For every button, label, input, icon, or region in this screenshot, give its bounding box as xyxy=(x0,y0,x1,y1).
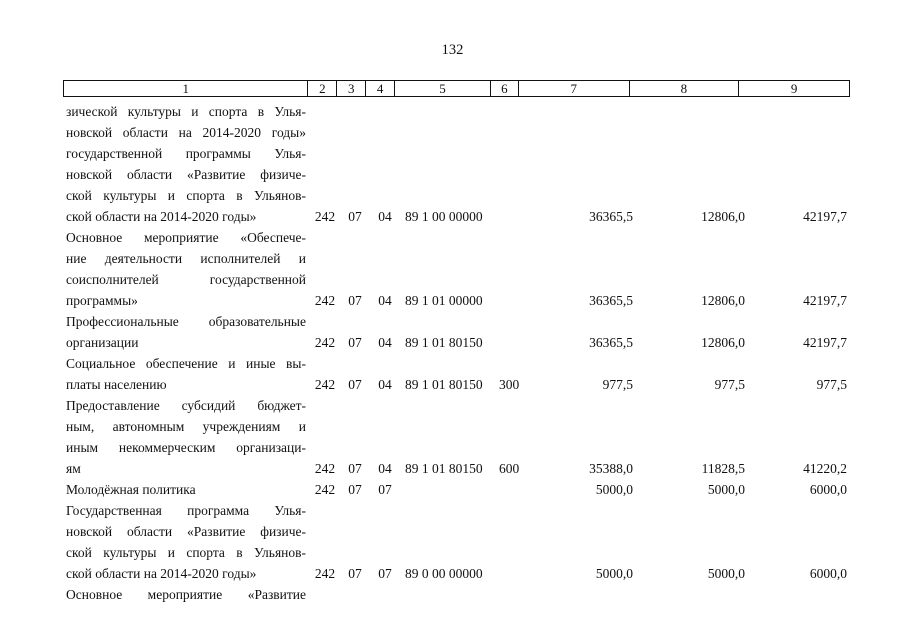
description-line: программы» xyxy=(66,293,138,308)
cell-col-4: 04 xyxy=(378,209,392,224)
description-line: ской области на 2014-2020 годы» xyxy=(66,209,257,224)
cell-col-5: 89 1 01 80150 xyxy=(405,461,483,476)
cell-col-7: 36365,5 xyxy=(589,335,633,350)
cell-col-7: 36365,5 xyxy=(589,209,633,224)
cell-col-3: 07 xyxy=(348,461,362,476)
description-line: Предоставление субсидий бюджет- xyxy=(66,398,306,413)
cell-col-4: 04 xyxy=(378,377,392,392)
cell-col-3: 07 xyxy=(348,377,362,392)
row-description xyxy=(66,395,306,479)
cell-col-4: 04 xyxy=(378,293,392,308)
cell-col-2: 242 xyxy=(314,209,336,224)
table-row xyxy=(0,479,905,500)
description-line: Основное мероприятие «Развитие xyxy=(66,587,306,602)
cell-col-2: 242 xyxy=(314,566,336,581)
cell-col-6: 600 xyxy=(499,461,520,476)
cell-col-6: 300 xyxy=(499,377,520,392)
table-header xyxy=(63,80,850,97)
cell-col-8: 12806,0 xyxy=(701,293,745,308)
table-row xyxy=(0,395,905,479)
header-col-4: 4 xyxy=(365,81,394,96)
cell-col-7: 36365,5 xyxy=(589,293,633,308)
description-line: зической культуры и спорта в Улья- xyxy=(66,104,306,119)
description-line: ской культуры и спорта в Ульянов- xyxy=(66,188,306,203)
cell-col-9: 42197,7 xyxy=(803,293,847,308)
description-line: ным, автономным учреждениям и xyxy=(66,419,306,434)
header-col-7: 7 xyxy=(518,81,629,96)
description-line: ской культуры и спорта в Ульянов- xyxy=(66,545,306,560)
description-line: платы населению xyxy=(66,377,167,392)
header-col-1: 1 xyxy=(182,81,189,96)
row-description xyxy=(66,584,306,605)
cell-col-7: 35388,0 xyxy=(589,461,633,476)
cell-col-8: 5000,0 xyxy=(707,482,745,497)
cell-col-8: 12806,0 xyxy=(701,335,745,350)
table-row xyxy=(0,101,905,227)
cell-col-5: 89 1 01 80150 xyxy=(405,335,483,350)
cell-col-9: 6000,0 xyxy=(809,566,847,581)
cell-col-7: 5000,0 xyxy=(595,566,633,581)
cell-col-2: 242 xyxy=(314,293,336,308)
cell-col-8: 11828,5 xyxy=(701,461,745,476)
cell-col-9: 6000,0 xyxy=(809,482,847,497)
description-line: организации xyxy=(66,335,139,350)
header-col-9: 9 xyxy=(738,81,849,96)
cell-col-8: 5000,0 xyxy=(707,566,745,581)
table-row xyxy=(0,227,905,311)
description-line: Государственная программа Улья- xyxy=(66,503,306,518)
cell-col-2: 242 xyxy=(314,335,336,350)
cell-col-8: 12806,0 xyxy=(701,209,745,224)
row-description xyxy=(66,479,306,500)
table-row xyxy=(0,584,905,605)
description-line: государственной программы Улья- xyxy=(66,146,306,161)
cell-col-4: 04 xyxy=(378,335,392,350)
cell-col-3: 07 xyxy=(348,335,362,350)
description-line: новской области «Развитие физиче- xyxy=(66,524,306,539)
description-line: ям xyxy=(66,461,81,476)
header-col-2: 2 xyxy=(307,81,336,96)
cell-col-5: 89 0 00 00000 xyxy=(405,566,483,581)
header-col-5: 5 xyxy=(394,81,490,96)
cell-col-3: 07 xyxy=(348,566,362,581)
cell-col-2: 242 xyxy=(314,482,336,497)
cell-col-9: 42197,7 xyxy=(803,335,847,350)
description-line: соисполнителей государственной xyxy=(66,272,306,287)
cell-col-7: 5000,0 xyxy=(595,482,633,497)
description-line: ской области на 2014-2020 годы» xyxy=(66,566,257,581)
cell-col-7: 977,5 xyxy=(602,377,633,392)
description-line: Социальное обеспечение и иные вы- xyxy=(66,356,306,371)
description-line: Молодёжная политика xyxy=(66,482,196,497)
cell-col-4: 07 xyxy=(378,566,392,581)
table-body xyxy=(0,101,905,605)
page-number: 132 xyxy=(441,42,464,58)
cell-col-3: 07 xyxy=(348,209,362,224)
cell-col-4: 07 xyxy=(378,482,392,497)
table-row xyxy=(0,353,905,395)
cell-col-5: 89 1 01 80150 xyxy=(405,377,483,392)
description-line: ние деятельности исполнителей и xyxy=(66,251,306,266)
table-row xyxy=(0,500,905,584)
description-line: Профессиональные образовательные xyxy=(66,314,306,329)
header-col-8: 8 xyxy=(629,81,739,96)
cell-col-9: 41220,2 xyxy=(803,461,847,476)
header-col-3: 3 xyxy=(336,81,365,96)
description-line: новской области на 2014-2020 годы» xyxy=(66,125,306,140)
description-line: иным некоммерческим организаци- xyxy=(66,440,306,455)
cell-col-2: 242 xyxy=(314,461,336,476)
cell-col-5: 89 1 00 00000 xyxy=(405,209,483,224)
row-description xyxy=(66,227,306,311)
cell-col-9: 977,5 xyxy=(816,377,847,392)
description-line: новской области «Развитие физиче- xyxy=(66,167,306,182)
cell-col-3: 07 xyxy=(348,482,362,497)
cell-col-9: 42197,7 xyxy=(803,209,847,224)
cell-col-4: 04 xyxy=(378,461,392,476)
row-description xyxy=(66,353,306,395)
table-row xyxy=(0,311,905,353)
cell-col-3: 07 xyxy=(348,293,362,308)
description-line: Основное мероприятие «Обеспече- xyxy=(66,230,306,245)
cell-col-2: 242 xyxy=(314,377,336,392)
cell-col-8: 977,5 xyxy=(714,377,745,392)
row-description xyxy=(66,101,306,227)
cell-col-5: 89 1 01 00000 xyxy=(405,293,483,308)
row-description xyxy=(66,500,306,584)
row-description xyxy=(66,311,306,353)
header-col-6: 6 xyxy=(490,81,518,96)
